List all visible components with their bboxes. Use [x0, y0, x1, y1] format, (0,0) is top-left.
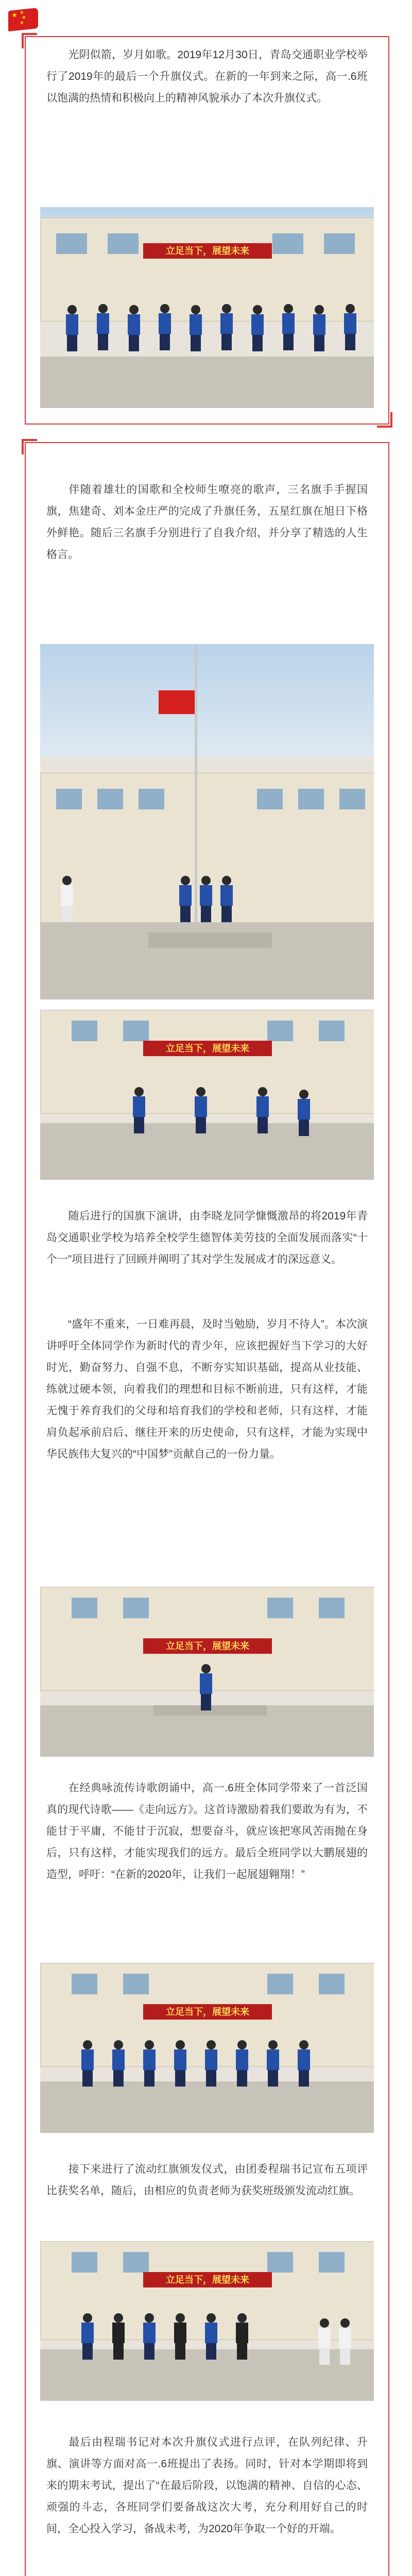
- corner-decoration: [22, 439, 37, 454]
- content-card: [25, 442, 389, 2576]
- national-flag: [159, 690, 195, 714]
- photo-banner: 立足当下，展望未来: [143, 1638, 272, 1654]
- paragraph-speech: 随后进行的国旗下演讲，由李晓龙同学慷慨激昂的将2019年青岛交通职业学校为培养全校学生德智体美劳技的全面发展而落实“十个一”项目进行了回顾并阐明了其对学生发展成才的深远意义。: [46, 1210, 368, 1265]
- intro-card: [25, 36, 389, 425]
- photo-banner: 立足当下，展望未来: [143, 243, 272, 259]
- photo-speech: [40, 1587, 374, 1757]
- paragraph-poetry: 在经典咏流传诗歌朗诵中，高一.6班全体同学带来了一首泛国真的现代诗歌——《走向远方》。这首诗激励着我们要敢为有为，不能甘于平庸，不能甘于沉寂，想要奋斗，就应该把寒风苦雨抛在身后，只有这样，才能实现我们的远方。最后全班同学以大鹏展翅的造型，呼吁：“在新的2020年，让我们一起展翅翱翔！”: [46, 1782, 368, 1880]
- intro-paragraph: 光阴似箭，岁月如歌。2019年12月30日，青岛交通职业学校举行了2019年的最后一个升旗仪式。在新的一年到来之际，高一.6班以饱满的热情和积极向上的精神风貌承办了本次升旗仪式。: [46, 49, 368, 104]
- paragraph-speech-content: “盛年不重来，一日难再晨，及时当勉励，岁月不待人”。本次演讲呼吁全体同学作为新时代的青少年，应该把握好当下学习的大好时光，勤奋努力、自强不息，不断夯实知识基础，提高从业技能、练就过硬本领，向着我们的理想和目标不断前进，只有这样，才能无愧于养育我们的父母和培育我们的学校和老师，只有这样，才能肩负起承前启后、继往开来的历史使命，只有这样，才能为实现中华民族伟大复兴的“中国梦”贡献自己的一份力量。: [46, 1318, 368, 1460]
- red-flag-icon: ★ ★ ★ ★: [8, 8, 38, 31]
- photo-class-formation: [40, 207, 374, 408]
- photo-banner: 立足当下，展望未来: [143, 1041, 272, 1056]
- photo-flag-bearers: [40, 1010, 374, 1180]
- corner-decoration: [377, 412, 392, 428]
- photo-flag-raising: [40, 644, 374, 999]
- photo-class-performance: [40, 1963, 374, 2133]
- paragraph-red-flag-award: 接下来进行了流动红旗颁发仪式，由团委程瑞书记宣布五项评比获奖名单，随后，由相应的负责老师为获奖班级颁发流动红旗。: [46, 2163, 368, 2197]
- paragraph-closing: 最后由程瑞书记对本次升旗仪式进行点评，在队列纪律、升旗、演讲等方面对高一.6班提出了表扬。同时，针对本学期即将到来的期末考试，提出了“在最后阶段，以饱满的精神、自信的心态、顽强的斗志，各班同学们要备战这次大考，充分利用好自己的时间，全心投入学习，备战未考，为2020年争取一个好的开端。: [46, 2436, 368, 2535]
- corner-decoration: [22, 33, 37, 48]
- paragraph-flag-raising: 伴随着雄壮的国歌和全校师生嘹亮的歌声，三名旗手手握国旗，焦建奇、刘本金庄严的完成了升旗任务，五星红旗在旭日下格外鲜艳。随后三名旗手分别进行了自我介绍，并分享了精选的人生格言。: [46, 484, 368, 561]
- photo-award-ceremony: [40, 2241, 374, 2401]
- photo-banner: 立足当下，展望未来: [143, 2004, 272, 2020]
- photo-banner: 立足当下，展望未来: [143, 2272, 272, 2287]
